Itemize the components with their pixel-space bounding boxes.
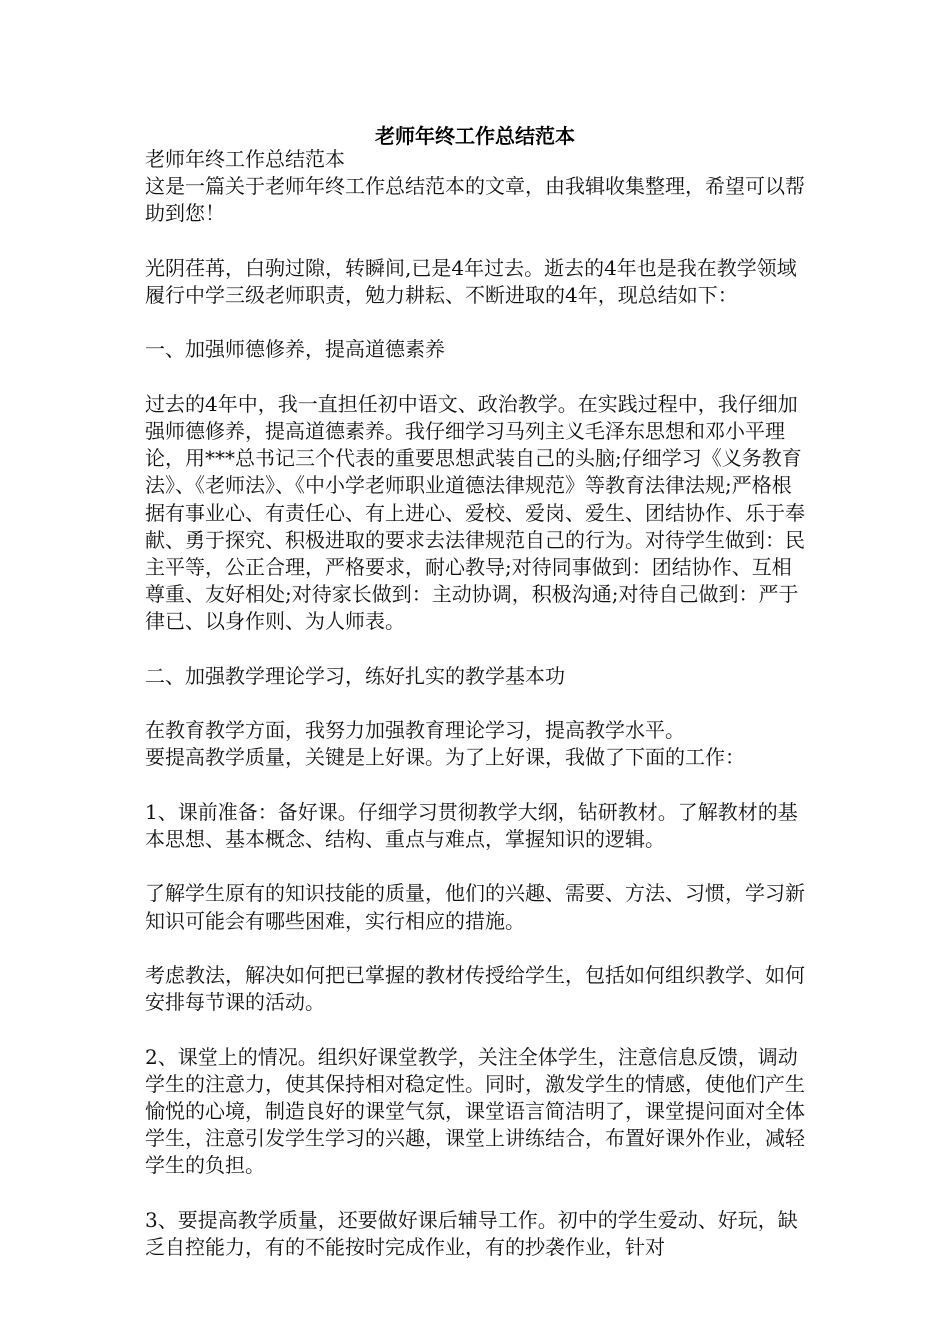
- paragraph-gap: [145, 364, 810, 391]
- ethics-paragraph: 过去的4年中，我一直担任初中语文、政治教学。在实践过程中，我仔细加强师德修养，提高道德素养。我仔细学习马列主义毛泽东思想和邓小平理论，用***总书记三个代表的重要思想武装自己的头脑;仔细学习《义务教育法》、《老师法》、《中小学老师职业道德法律规范》等教育法律法规;严格根据有事业心、有责任心、有上进心、爱校、爱岗、爱生、团结协作、乐于奉献、勇于探究、积极进取的要求去法律规范自己的行为。对待学生做到：民主平等，公正合理，严格要求，耐心教导;对待同事做到：团结协作、互相尊重、友好相处;对待家长做到：主动协调，积极沟通;对待自己做到：严于律已、以身作则、为人师表。: [145, 391, 805, 634]
- paragraph-gap: [145, 935, 810, 962]
- teaching-method-paragraph: 考虑教法，解决如何把已掌握的教材传授给学生，包括如何组织教学、如何安排每节课的活动。: [145, 962, 805, 1015]
- document-body: [145, 146, 810, 1261]
- tutoring-paragraph: 3、要提高教学质量，还要做好课后辅导工作。初中的学生爱动、好玩，缺乏自控能力，有的不能按时完成作业，有的抄袭作业，针对: [145, 1207, 798, 1259]
- classroom-paragraph: 2、课堂上的情况。组织好课堂教学，关注全体学生，注意信息反馈，调动学生的注意力，使其保持相对稳定性。同时，激发学生的情感，使他们产生愉悦的心境，制造良好的课堂气氛，课堂语言简洁明了，课堂提问面对全体学生，注意引发学生学习的兴趣，课堂上讲练结合，布置好课外作业，减轻学生的负担。: [145, 1044, 805, 1178]
- section-heading-2: 二、加强教学理论学习，练好扎实的教学基本功: [145, 663, 565, 688]
- subtitle: 老师年终工作总结范本: [145, 147, 345, 171]
- paragraph-gap: [145, 853, 810, 880]
- paragraph-gap: [145, 309, 810, 336]
- paragraph-gap: [145, 1016, 810, 1043]
- section-heading-1: 一、加强师德修养，提高道德素养: [145, 337, 445, 362]
- student-knowledge-paragraph: 了解学生原有的知识技能的质量，他们的兴趣、需要、方法、习惯，学习新知识可能会有哪些困难，实行相应的措施。: [145, 881, 805, 933]
- paragraph-gap: [145, 1180, 810, 1207]
- paragraph-gap: [145, 636, 810, 663]
- intro-paragraph: 这是一篇关于老师年终工作总结范本的文章，由我辑收集整理，希望可以帮助到您！: [145, 174, 805, 226]
- lesson-prep-paragraph: 1、课前准备：备好课。仔细学习贯彻教学大纲，钻研教材。了解教材的基本思想、基本概念、结构、重点与难点，掌握知识的逻辑。: [145, 799, 798, 851]
- opening-paragraph: 光阴荏苒，白驹过隙，转瞬间,已是4年过去。逝去的4年也是我在教学领域履行中学三级老师职责，勉力耕耘、不断进取的4年，现总结如下：: [145, 255, 797, 307]
- document-title: 老师年终工作总结范本: [375, 124, 575, 148]
- paragraph-gap: [145, 772, 810, 799]
- paragraph-gap: [145, 690, 810, 717]
- teaching-paragraph-b: 要提高教学质量，关键是上好课。为了上好课，我做了下面的工作：: [145, 745, 745, 770]
- teaching-paragraph-a: 在教育教学方面，我努力加强教育理论学习，提高教学水平。: [145, 718, 685, 743]
- paragraph-gap: [145, 228, 810, 255]
